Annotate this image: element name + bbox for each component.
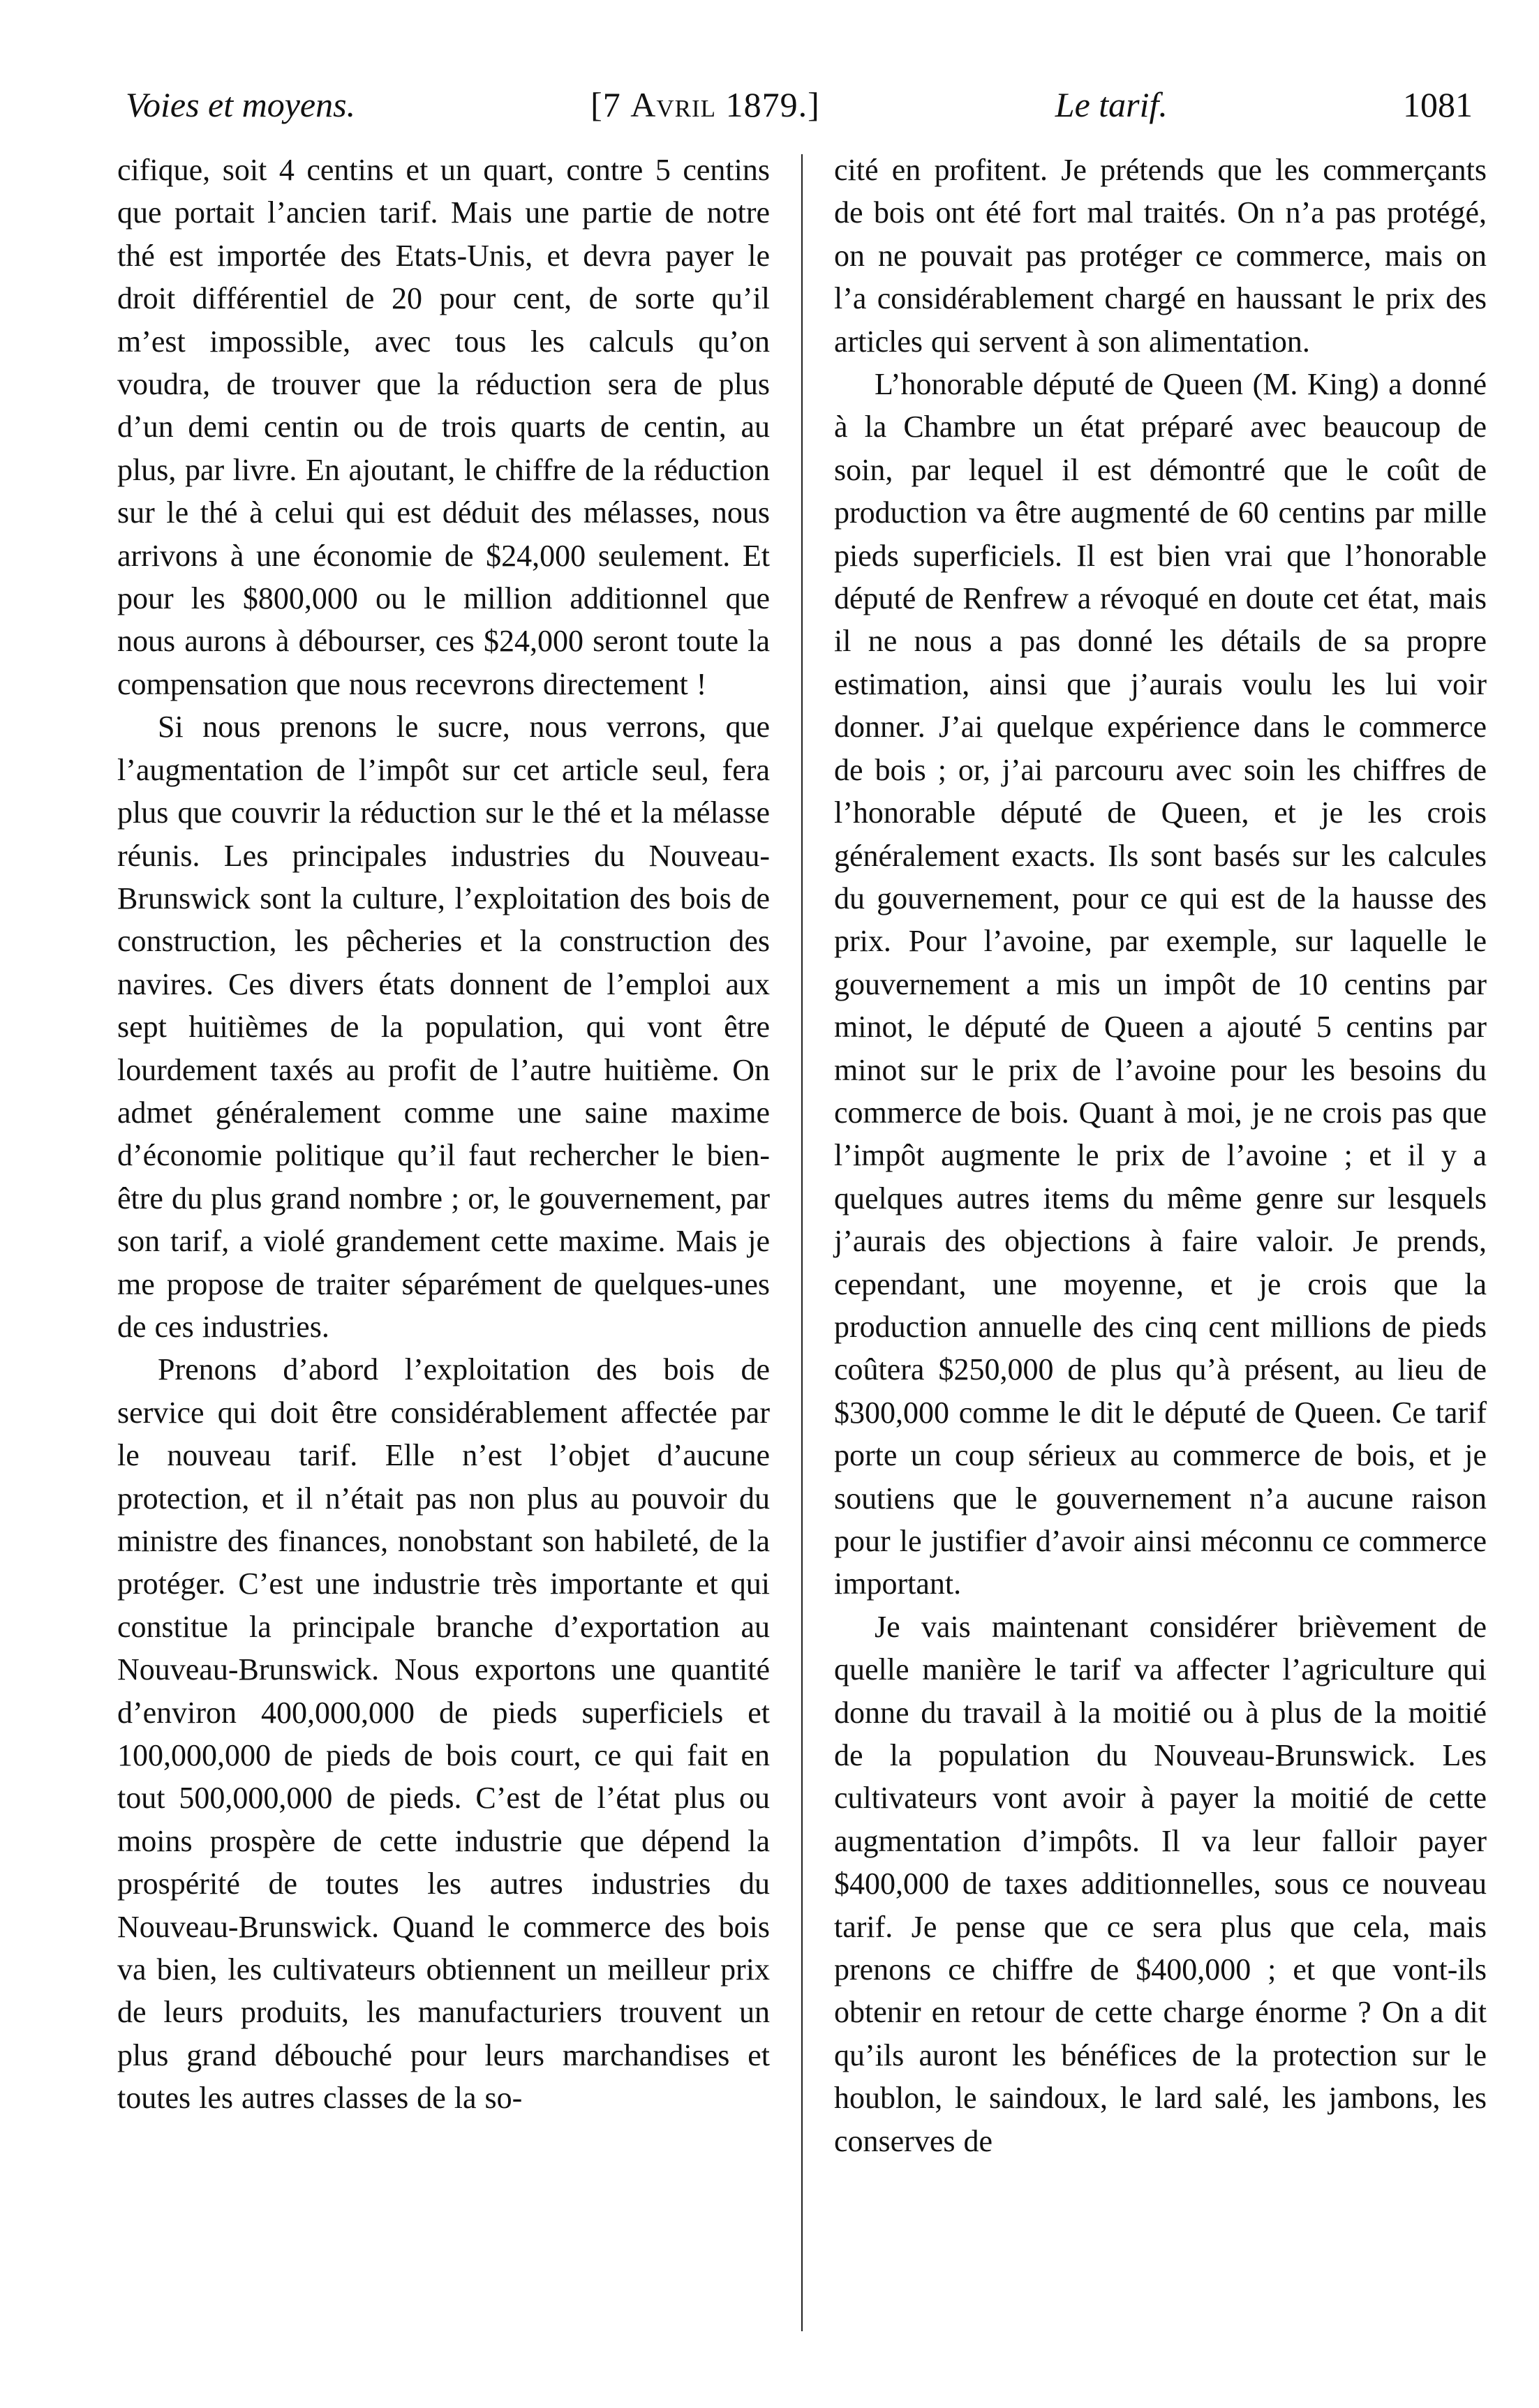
- page-header: [126, 73, 1473, 136]
- paragraph: cifique, soit 4 centins et un quart, contre 5 centins que portait l’ancien tarif. Mais une partie de notre thé est importée des Etats-Unis, et devra payer le droit différentiel de 20 pour cent, de sorte qu’il m’est impossible, avec tous les calculs qu’on voudra, de trouver que la réduction sera de plus d’un demi centin ou de trois quarts de centin, au plus, par livre. En ajoutant, le chiffre de la réduction sur le thé à celui qui est déduit des mélasses, nous arrivons à une économie de $24,000 seulement. Et pour les $800,000 ou le million additionnel que nous aurons à débourser, ces $24,000 seront toute la compensation que nous recevrons directement !: [117, 153, 770, 701]
- header-date-prefix: [7: [590, 85, 631, 124]
- header-date-month: Avril: [630, 85, 717, 124]
- paragraph: L’honorable député de Queen (M. King) a donné à la Chambre un état préparé avec beaucoup de soin, par lequel il est démontré que le coût de production va être augmenté de 60 centins par mille pieds superficiels. Il est bien vrai que l’honorable député de Renfrew a révoqué en doute cet état, mais il ne nous a pas donné les détails de sa propre estimation, ainsi que j’aurais voulu les lui voir donner. J’ai quelque expérience dans le commerce de bois ; or, j’ai parcouru avec soin les chiffres de l’honorable député de Queen, et je les crois généralement exacts. Ils sont basés sur les calcules du gouvernement, pour ce qui est de la hausse des prix. Pour l’avoine, par exemple, sur laquelle le gouvernement a mis un impôt de 10 centins par minot, le député de Queen a ajouté 5 centins par minot sur le prix de l’avoine pour les besoins du commerce de bois. Quant à moi, je ne crois pas que l’impôt augmente le prix de l’avoine ; et il y a quelques autres items du même genre sur lesquels j’aurais des objections à faire valoir. Je prends, cependant, une moyenne, et je crois que la production annuelle des cinq cent millions de pieds coûtera $250,000 de plus qu’à présent, au lieu de $300,000 comme le dit le député de Queen. Ce tarif porte un coup sérieux au commerce de bois, et je soutiens que le gouvernement n’a aucune raison pour le justifier d’avoir ainsi méconnu ce commerce important.: [834, 367, 1487, 1601]
- column-right: [834, 149, 1487, 2340]
- header-section-title: Voies et moyens.: [126, 85, 356, 124]
- header-date-suffix: 1879.]: [716, 85, 820, 124]
- paragraph: Je vais maintenant considérer brièvement de quelle manière le tarif va affecter l’agriculture qui donne du travail à la moitié ou à plus de la moitié de la population du Nouveau-Brunswick. Les cultivateurs vont avoir à payer la moitié de cette augmentation d’impôts. Il va leur falloir payer $400,000 de taxes additionnelles, sous ce nouveau tarif. Je pense que ce sera plus que cela, mais prenons ce chiffre de $400,000 ; et que vont-ils obtenir en retour de cette charge énorme ? On a dit qu’ils auront les bénéfices de la protection sur le houblon, le saindoux, le lard salé, les jambons, les conserves de: [834, 1609, 1487, 2158]
- paragraph: Prenons d’abord l’exploitation des bois de service qui doit être considérablement affectée par le nouveau tarif. Elle n’est l’objet d’aucune protection, et il n’était pas non plus au pouvoir du ministre des finances, nonobstant son habileté, de la protéger. C’est une industrie très importante et qui constitue la principale branche d’exportation au Nouveau-Brunswick. Nous exportons une quantité d’environ 400,000,000 de pieds superficiels et 100,000,000 de pieds de bois court, ce qui fait en tout 500,000,000 de pieds. C’est de l’état plus ou moins prospère de cette industrie que dépend la prospérité de toutes les autres industries du Nouveau-Brunswick. Quand le commerce des bois va bien, les cultivateurs obtiennent un meilleur prix de leurs produits, les manufacturiers trouvent un plus grand débouché pour leurs marchandises et toutes les autres classes de la so-: [117, 1352, 770, 2116]
- paragraph: cité en profitent. Je prétends que les commerçants de bois ont été fort mal traités. On n’a pas protégé, on ne pouvait pas protéger ce commerce, mais on l’a considérablement chargé en haussant le prix des articles qui servent à son alimentation.: [834, 153, 1487, 359]
- header-date: [590, 73, 820, 136]
- page-number: 1081: [1402, 85, 1473, 124]
- paragraph: Si nous prenons le sucre, nous verrons, que l’augmentation de l’impôt sur cet article seul, fera plus que couvrir la réduction sur le thé et la mélasse réunis. Les principales industries du Nouveau-Brunswick sont la culture, l’exploitation des bois de construction, les pêcheries et la construction des navires. Ces divers états donnent de l’emploi aux sept huitièmes de la population, qui vont être lourdement taxés au profit de l’autre huitième. On admet généralement comme une saine maxime d’économie politique qu’il faut rechercher le bien-être du plus grand nombre ; or, le gouvernement, par son tarif, a violé grandement cette maxime. Mais je me propose de traiter séparément de quelques-unes de ces industries.: [117, 710, 770, 1344]
- text-columns: [117, 149, 1487, 2340]
- header-topic: Le tarif.: [1055, 85, 1168, 124]
- column-divider: [801, 154, 803, 2331]
- column-left: [117, 149, 770, 2340]
